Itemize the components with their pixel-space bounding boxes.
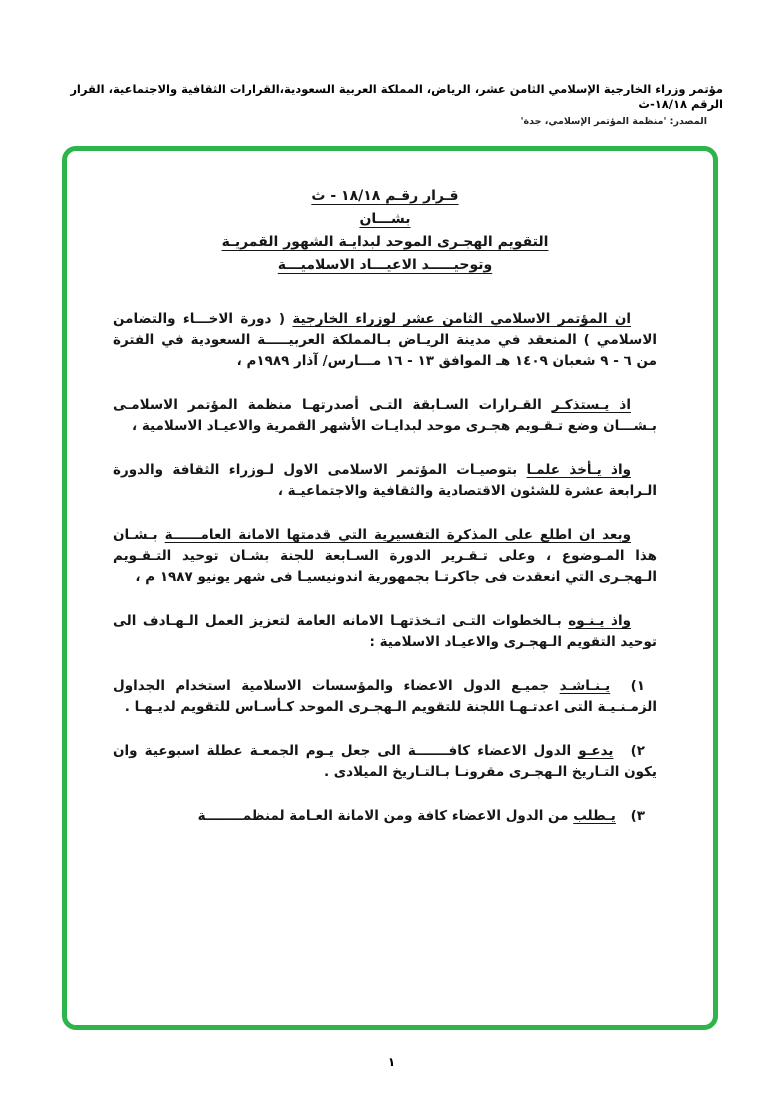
- operative-item-2: [113, 741, 657, 783]
- operative-item-1: [113, 676, 657, 718]
- title-subject-line2: وتوحيـــــد الاعيـــاد الاسلاميـــة: [277, 257, 493, 273]
- paragraph-text: القـرارات السـابقة التـى أصدرتهـا منظمة المؤتمر الاسلامـى بـشـــان وضع تـقـويم هجـرى موحد لبدايـات الأشهر القمرية والاعيـاد الاسلامية ،: [113, 397, 657, 434]
- item-text: جميـع الدول الاعضاء والمؤسسات الاسلامية استخدام الجداول الزمـنـيـة التى اعدتـهـا اللجنة للتقويم الـهجـرى الموحد كـأسـاس للتقويم لديـهـا .: [113, 678, 657, 715]
- paragraph-lead: واذ يـأخذ علمـا: [526, 462, 632, 478]
- title-subject-line1: التقويم الهجـرى الموحد لبدايـة الشهور القمريـة: [221, 234, 549, 250]
- paragraph-lead: وبعد ان اطلع على المذكرة التفسيرية التي قدمتها الامانة العامــــــة: [164, 527, 632, 543]
- item-number: ٣): [630, 808, 645, 824]
- paragraph-lead: ان المؤتمر الاسلامي الثامن عشر لوزراء الخارجية: [292, 311, 632, 327]
- item-lead: يدعـو: [578, 743, 614, 759]
- page-number: ١: [387, 1055, 396, 1069]
- title-concerning: بشـــان: [359, 211, 411, 227]
- header-reference-line: مؤتمر وزراء الخارجية الإسلامي الثامن عشر، الرياض، المملكة العربية السعودية،القرارات الثقافية والاجتماعية، القرار الرقم ١٨/١٨-ث: [70, 82, 723, 111]
- preamble-paragraph-1: [113, 309, 657, 372]
- paragraph-lead: اذ يـستذكـر: [551, 397, 631, 413]
- preamble-paragraph-4: [113, 525, 657, 588]
- item-lead: يـطلب: [573, 808, 616, 824]
- paragraph-text: بـشـان هذا المـوضوع ، وعلى تـقـرير الدورة السـابعة للجنة بشـان توحيد التـقـويم الـهجـرى التي انعقدت فى جاكرتـا بجمهورية اندونيسيـا فى شهر يونيو ١٩٨٧ م ،: [113, 527, 657, 585]
- preamble-paragraph-5: [113, 611, 657, 653]
- green-highlight-frame: [62, 146, 718, 1030]
- item-text: من الدول الاعضاء كافة ومن الامانة العـامة لمنظمــــــــة: [197, 808, 569, 824]
- document-source-header: [58, 82, 723, 127]
- paragraph-text: بتوصيـات المؤتمر الاسلامى الاول لـوزراء الثقافة والدورة الـرابعة عشرة للشئون الاقتصادية والثقافية والاجتماعيـة ،: [113, 462, 657, 499]
- paragraph-text: بـالخطوات التـى اتـخذتهـا الامانه العامة لتعزيز العمل الـهـادف الى توحيد التقويم الـهجـرى والاعيـاد الاسلامية :: [113, 613, 657, 650]
- title-resolution-number: قـرار رقـم ١٨/١٨ - ث: [311, 188, 459, 204]
- resolution-title-block: [113, 185, 657, 277]
- operative-item-3: [113, 806, 657, 827]
- item-text: الدول الاعضاء كافـــــــة الى جعل يـوم الجمعـة عطلة اسبوعية وان يكون التـاريخ الـهجـرى مقرونـا بـالتـاريخ الميلادى .: [113, 743, 657, 780]
- preamble-paragraph-2: [113, 395, 657, 437]
- paragraph-lead: واذ يـنـوه: [568, 613, 632, 629]
- header-source-line: المصدر: 'منظمة المؤتمر الإسلامي، جدة': [520, 116, 707, 127]
- item-number: ٢): [630, 743, 645, 759]
- paragraph-text: ( دورة الاخـــاء والتضامن الاسلامي ) المنعقد في مدينة الريـاض بـالمملكة العربيـــــة السعودية في الفترة من ٦ - ٩ شعبان ١٤٠٩ هـ الموافق ١٣ - ١٦ مـــارس/ آذار ١٩٨٩م ،: [113, 311, 657, 369]
- item-number: ١): [630, 678, 646, 694]
- item-lead: يـنـاشـد: [559, 678, 611, 694]
- preamble-paragraph-3: [113, 460, 657, 502]
- resolution-body: [67, 151, 713, 1025]
